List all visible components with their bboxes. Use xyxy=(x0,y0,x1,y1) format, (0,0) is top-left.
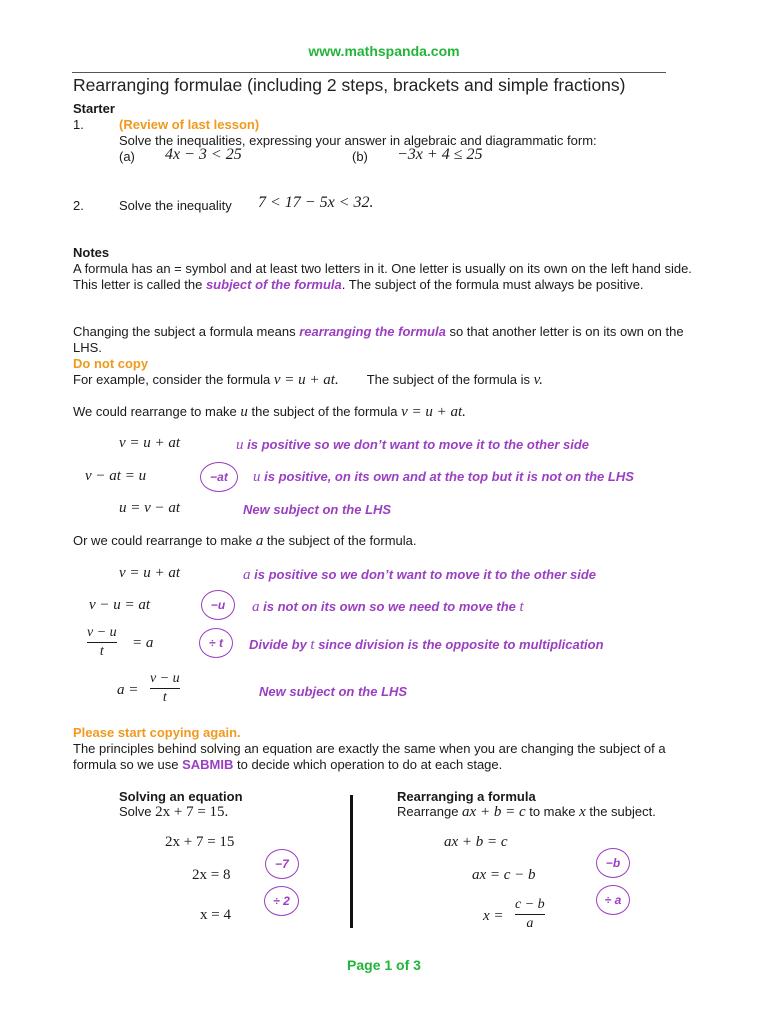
right-line-3-fraction: c − b a xyxy=(515,897,545,931)
make-u-sentence: We could rearrange to make u the subject of the formula v = u + at. xyxy=(73,404,466,420)
right-operation-3: ÷ a xyxy=(596,885,630,915)
q2-expression: 7 < 17 − 5x < 32. xyxy=(258,194,374,211)
header-rule xyxy=(72,72,666,73)
ex2-note-1: a is positive so we don’t want to move it to the other side xyxy=(243,567,596,583)
left-line-1: 2x + 7 = 15 xyxy=(165,834,235,850)
column-divider xyxy=(350,795,353,928)
subject-of-formula-term: subject of the formula xyxy=(205,277,342,292)
q1a-expression: 4x − 3 < 25 xyxy=(165,146,242,163)
ex2-operation-2: −u xyxy=(201,590,235,620)
ex2-line-4-lhs: a = xyxy=(117,682,139,698)
principles-paragraph: The principles behind solving an equation are exactly the same when you are changing the subject of a formula so we use SABMIB to decide which operation to do at each stage. xyxy=(73,741,666,772)
ex2-line-3-fraction: v − u t xyxy=(87,625,117,659)
ex2-operation-3: ÷ t xyxy=(199,628,233,658)
page-number: Page 1 of 3 xyxy=(347,957,421,973)
q1-tag: (Review of last lesson) xyxy=(119,117,260,132)
ex1-line-2: v − at = u xyxy=(85,468,147,484)
make-a-sentence: Or we could rearrange to make a the subject of the formula. xyxy=(73,533,417,549)
ex1-operation-2: −at xyxy=(200,462,238,492)
ex2-note-3: Divide by t since division is the opposite to multiplication xyxy=(249,637,604,653)
ex2-note-4: New subject on the LHS xyxy=(259,684,408,699)
ex1-line-1: v = u + at xyxy=(119,435,181,451)
ex1-line-3: u = v − at xyxy=(119,500,181,516)
right-operation-2: −b xyxy=(596,848,630,878)
right-line-3-lhs: x = xyxy=(483,908,504,924)
ex1-note-3: New subject on the LHS xyxy=(243,502,392,517)
notes-paragraph-2: Changing the subject a formula means rearranging the formula so that another letter is on its own on the LHS. xyxy=(73,324,684,355)
right-column-heading: Rearranging a formula xyxy=(397,789,536,804)
sabmib-term: SABMIB xyxy=(182,757,234,772)
q1-text: Solve the inequalities, expressing your answer in algebraic and diagrammatic form: xyxy=(119,133,597,148)
ex1-note-2: u is positive, on its own and at the top but it is not on the LHS xyxy=(253,469,634,485)
q1-number: 1. xyxy=(73,117,84,132)
site-url[interactable]: www.mathspanda.com xyxy=(308,43,460,59)
left-operation-2: −7 xyxy=(265,849,299,879)
q1a-label: (a) xyxy=(119,149,135,164)
q1b-label: (b) xyxy=(352,149,368,164)
starter-heading: Starter xyxy=(73,101,115,116)
ex1-note-1: u is positive so we don’t want to move it to the other side xyxy=(236,437,589,453)
rearranging-term: rearranging the formula xyxy=(299,324,446,339)
ex2-note-2: a is not on its own so we need to move the t xyxy=(252,599,524,615)
notes-heading: Notes xyxy=(73,245,110,260)
right-line-2: ax = c − b xyxy=(472,867,536,883)
copy-again-label: Please start copying again. xyxy=(73,725,241,740)
right-line-1: ax + b = c xyxy=(444,834,508,850)
left-line-2: 2x = 8 xyxy=(192,867,231,883)
ex2-line-4-fraction: v − u t xyxy=(150,671,180,705)
ex2-line-3-rhs: = a xyxy=(132,635,154,651)
ex2-line-1: v = u + at xyxy=(119,565,181,581)
q2-text: Solve the inequality xyxy=(119,198,232,213)
left-column-heading: Solving an equation xyxy=(119,789,243,804)
notes-paragraph-1: A formula has an = symbol and at least two letters in it. One letter is usually on its own on the left hand side. This letter is called the subject of the formula. The subject of the formula must always be positive. xyxy=(73,261,692,292)
example-sentence: For example, consider the formula v = u + at. The subject of the formula is v. xyxy=(73,372,543,388)
left-operation-3: ÷ 2 xyxy=(264,886,299,916)
q1b-expression: −3x + 4 ≤ 25 xyxy=(397,146,483,163)
left-line-3: x = 4 xyxy=(200,907,231,923)
q2-number: 2. xyxy=(73,198,84,213)
ex2-line-2: v − u = at xyxy=(89,597,151,613)
right-column-prompt: Rearrange ax + b = c to make x the subject. xyxy=(397,804,656,820)
left-column-prompt: Solve 2x + 7 = 15. xyxy=(119,804,229,820)
page-title: Rearranging formulae (including 2 steps, brackets and simple fractions) xyxy=(73,75,626,95)
do-not-copy-label: Do not copy xyxy=(73,356,149,371)
